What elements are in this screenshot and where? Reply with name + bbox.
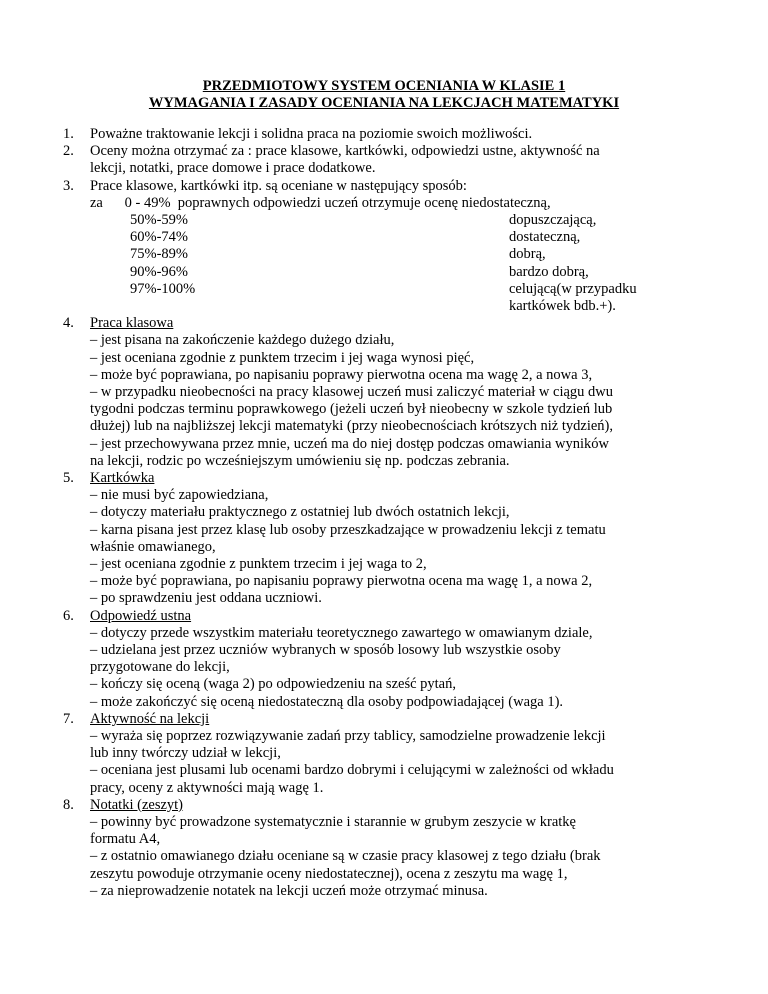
section-text-line: – oceniana jest plusami lub ocenami bardzo dobrymi i celującymi w zależności od wkładu (90, 762, 614, 779)
grade-name: bardzo dobrą, (509, 263, 589, 280)
section-text-line: – może być poprawiana, po napisaniu poprawy pierwotna ocena ma wagę 1, a nowa 2, (90, 573, 593, 590)
section-heading: Aktywność na lekcji (90, 710, 210, 727)
section-text-line: przygotowane do lekcji, (90, 659, 230, 676)
grade-row (90, 246, 730, 263)
section-text-line: – udzielana jest przez uczniów wybranych w sposób losowy lub wszystkie osoby (90, 642, 561, 658)
section-heading-line (90, 711, 730, 728)
section-text-line: tygodni podczas terminu poprawkowego (jeżeli uczeń był nieobecny w szkole tydzień lub (90, 401, 613, 418)
section-text-line: – może zakończyć się oceną niedostateczną dla osoby podpowiadającej (waga 1). (90, 693, 564, 710)
section-text-line: na lekcji, rodzic po wcześniejszym umówieniu się np. podczas zebrania. (90, 452, 510, 469)
section-text-line: formatu A4, (90, 831, 161, 848)
list-item-6 (63, 607, 730, 711)
grade-range: 60%-74% (130, 229, 188, 246)
document-subtitle: WYMAGANIA I ZASADY OCENIANIA NA LEKCJACH MATEMATYKI (148, 95, 620, 111)
list-item-8 (63, 796, 730, 900)
item-text: Poważne traktowanie lekcji i solidna praca na poziomie swoich możliwości. (90, 126, 533, 142)
item-number: 1. (63, 126, 74, 142)
item-number: 3. (63, 177, 74, 194)
grade-name: dopuszczającą, (509, 212, 597, 229)
section-text-line: – po sprawdzeniu jest oddana uczniowi. (90, 590, 322, 607)
list-item-7 (63, 710, 730, 797)
section-text-line: – z ostatnio omawianego działu oceniane są w czasie pracy klasowej z tego działu (brak (90, 848, 601, 865)
list-item-5 (63, 469, 730, 608)
grade-row (90, 212, 730, 229)
grade-row (90, 281, 730, 298)
section-text-line: – jest pisana na zakończenie każdego dużego działu, (90, 332, 395, 349)
section-text-line: – karna pisana jest przez klasę lub osoby przeszkadzające w prowadzeniu lekcji z tematu (90, 521, 606, 538)
list-item-4 (63, 315, 730, 470)
list-item-3 (63, 177, 730, 316)
document-title: PRZEDMIOTOWY SYSTEM OCENIANIA W KLASIE 1 (202, 78, 566, 94)
item-number: 4. (63, 315, 74, 332)
grade-range: 75%-89% (130, 246, 188, 263)
grading-intro: za 0 - 49% poprawnych odpowiedzi uczeń otrzymuje ocenę niedostateczną, (90, 194, 551, 211)
section-text-line: – jest przechowywana przez mnie, uczeń ma do niej dostęp podczas omawiania wyników (90, 435, 609, 452)
grade-range: 90%-96% (130, 263, 188, 280)
grade-name: dostateczną, (509, 229, 581, 246)
section-text-line: zeszytu powoduje otrzymanie oceny niedostatecznej), ocena z zeszytu ma wagę 1, (90, 865, 568, 882)
section-text-line: – w przypadku nieobecności na pracy klasowej uczeń musi zaliczyć materiał w ciągu dwu (90, 383, 614, 400)
grade-name: celującą(w przypadku (509, 280, 637, 297)
grade-note: kartkówek bdb.+). (509, 297, 616, 314)
section-heading: Notatki (zeszyt) (90, 796, 184, 813)
section-text-line: – nie musi być zapowiedziana, (90, 487, 269, 504)
grade-range: 97%-100% (130, 280, 196, 297)
section-text-line: – za nieprowadzenie notatek na lekcji uczeń może otrzymać minusa. (90, 882, 488, 899)
section-text-line: – powinny być prowadzone systematycznie i starannie w grubym zeszycie w kratkę (90, 814, 576, 831)
item-text: lekcji, notatki, prace domowe i prace dodatkowe. (90, 160, 376, 177)
item-number: 8. (63, 796, 74, 813)
section-heading: Praca klasowa (90, 315, 174, 332)
section-heading: Odpowiedź ustna (90, 607, 192, 624)
item-number: 5. (63, 469, 74, 486)
section-text-line: – jest oceniana zgodnie z punktem trzecim i jej waga to 2, (90, 555, 427, 572)
document-body (63, 126, 730, 900)
section-text-line: – może być poprawiana, po napisaniu poprawy pierwotna ocena ma wagę 2, a nowa 3, (90, 366, 593, 383)
section-text-line: – wyraża się poprzez rozwiązywanie zadań przy tablicy, samodzielne prowadzenie lekcji (90, 728, 606, 745)
section-heading-line (90, 797, 730, 814)
grading-scale (90, 195, 730, 315)
sections (63, 315, 730, 900)
item-text: Prace klasowe, kartkówki itp. są oceniane w następujący sposób: (90, 177, 467, 194)
grade-row-continuation (90, 298, 730, 315)
section-text-line: – kończy się oceną (waga 2) po odpowiedzeniu na sześć pytań, (90, 676, 456, 693)
section-text-line: dłużej) lub na najbliższej lekcji matematyki (przy nieobecnościach krótszych niż tydzień), (90, 418, 614, 435)
section-heading: Kartkówka (90, 469, 155, 486)
section-text-line: – jest oceniana zgodnie z punktem trzecim i jej waga wynosi pięć, (90, 349, 475, 366)
item-number: 2. (63, 143, 74, 160)
section-heading-line (90, 470, 730, 487)
item-number: 6. (63, 607, 74, 624)
list-item-1 (63, 126, 730, 143)
section-text-line: pracy, oceny z aktywności mają wagę 1. (90, 779, 324, 796)
section-text-line: – dotyczy przede wszystkim materiału teoretycznego zawartego w omawianym dziale, (90, 624, 593, 641)
section-heading-line (90, 608, 730, 625)
grade-row (90, 264, 730, 281)
list-item-2 (63, 143, 730, 177)
section-heading-line (90, 315, 730, 332)
section-text-line: lub inny twórczy udział w lekcji, (90, 745, 281, 762)
section-text-line: właśnie omawianego, (90, 538, 216, 555)
item-text: Oceny można otrzymać za : prace klasowe, kartkówki, odpowiedzi ustne, aktywność na (90, 143, 600, 160)
item-number: 7. (63, 710, 74, 727)
grade-row (90, 229, 730, 246)
grade-range: 50%-59% (130, 212, 188, 229)
grade-name: dobrą, (509, 246, 546, 263)
document-header (0, 78, 768, 112)
section-text-line: – dotyczy materiału praktycznego z ostatniej lub dwóch ostatnich lekcji, (90, 504, 510, 521)
